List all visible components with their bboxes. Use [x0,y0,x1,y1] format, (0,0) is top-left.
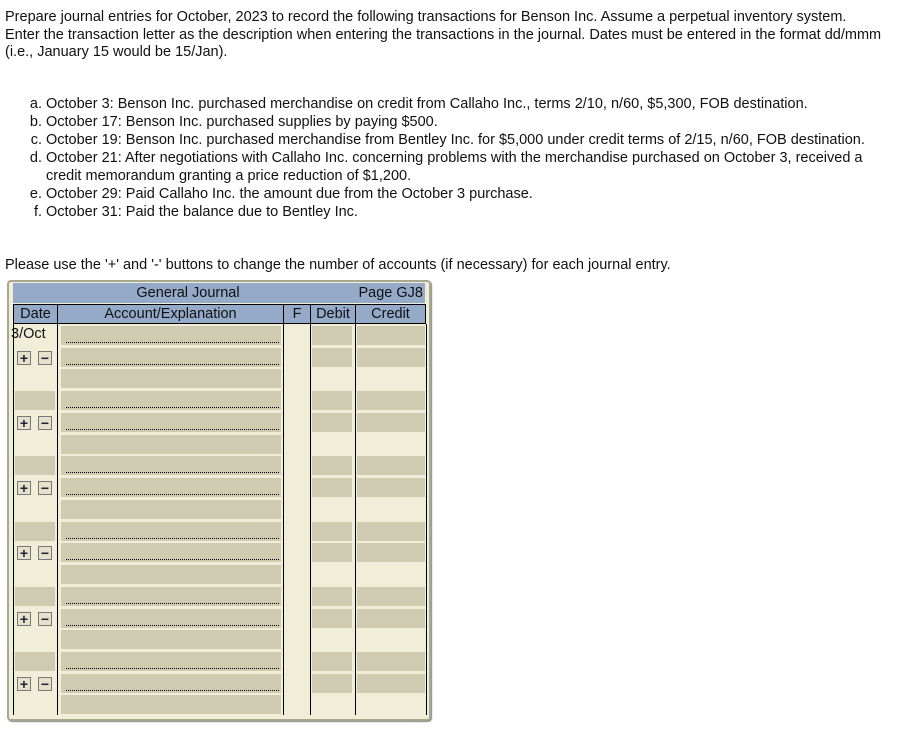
add-row-button[interactable]: + [17,677,31,691]
transaction-item [0,203,900,221]
account-input[interactable] [61,609,281,628]
transaction-item [0,113,900,131]
transaction-letter: e. [29,186,42,202]
account-input[interactable] [61,413,281,432]
remove-row-button[interactable]: − [38,416,52,430]
credit-input[interactable] [357,456,425,475]
transaction-item [0,149,900,185]
debit-input[interactable] [312,391,352,410]
debit-input[interactable] [312,652,352,671]
debit-input[interactable] [312,587,352,606]
column-divider [355,324,356,715]
col-account: Account/Explanation [57,304,284,324]
debit-input[interactable] [312,522,352,541]
add-row-button[interactable]: + [17,416,31,430]
credit-input[interactable] [357,478,425,497]
general-journal [7,280,431,721]
journal-page: Page GJ8 [358,285,423,301]
column-divider [310,324,311,715]
date-input[interactable] [15,587,55,606]
credit-input[interactable] [357,609,425,628]
transaction-text: October 31: Paid the balance due to Bentley Inc. [46,204,358,220]
credit-input[interactable] [357,348,425,367]
remove-row-button[interactable]: − [38,612,52,626]
add-row-button[interactable]: + [17,546,31,560]
transaction-text: October 21: After negotiations with Callaho Inc. concerning problems with the merchandise purchased on October 3, received a credit memorandum granting a price reduction of $1,200. [46,150,863,184]
col-f: F [283,304,311,324]
col-credit: Credit [355,304,426,324]
explanation-input[interactable] [61,435,281,454]
account-input[interactable] [61,391,281,410]
account-input[interactable] [61,674,281,693]
transaction-letter: a. [29,96,42,112]
transaction-text: October 29: Paid Callaho Inc. the amount due from the October 3 purchase. [46,186,533,202]
transaction-text: October 3: Benson Inc. purchased merchandise on credit from Callaho Inc., terms 2/10, n/60, $5,300, FOB destination. [46,96,808,112]
date-input[interactable] [15,522,55,541]
transaction-item [0,185,900,203]
credit-input[interactable] [357,413,425,432]
explanation-input[interactable] [61,630,281,649]
credit-input[interactable] [357,391,425,410]
transaction-letter: d. [29,150,42,166]
account-input[interactable] [61,456,281,475]
credit-input[interactable] [357,522,425,541]
journal-title-bar [13,283,425,303]
debit-input[interactable] [312,413,352,432]
instructions [5,9,910,62]
credit-input[interactable] [357,326,425,345]
journal-title: General Journal [136,285,240,301]
account-input[interactable] [61,522,281,541]
transaction-list [0,95,900,221]
debit-input[interactable] [312,456,352,475]
transaction-item [0,95,900,113]
credit-input[interactable] [357,543,425,562]
account-input[interactable] [61,543,281,562]
transaction-letter: b. [29,114,42,130]
transaction-letter: f. [33,204,42,220]
entry-date[interactable]: 3/Oct [11,326,46,342]
credit-input[interactable] [357,652,425,671]
transaction-item [0,131,900,149]
transaction-text: October 17: Benson Inc. purchased supplies by paying $500. [46,114,438,130]
remove-row-button[interactable]: − [38,677,52,691]
date-input[interactable] [15,652,55,671]
account-input[interactable] [61,348,281,367]
debit-input[interactable] [312,674,352,693]
debit-input[interactable] [312,478,352,497]
remove-row-button[interactable]: − [38,546,52,560]
transaction-letter: c. [30,132,42,148]
add-row-button[interactable]: + [17,351,31,365]
explanation-input[interactable] [61,695,281,714]
column-divider [426,324,427,715]
usage-note: Please use the '+' and '-' buttons to change the number of accounts (if necessary) for each journal entry. [5,257,671,273]
debit-input[interactable] [312,543,352,562]
column-divider [13,324,14,715]
explanation-input[interactable] [61,369,281,388]
debit-input[interactable] [312,348,352,367]
account-input[interactable] [61,587,281,606]
explanation-input[interactable] [61,500,281,519]
col-date: Date [13,304,58,324]
remove-row-button[interactable]: − [38,481,52,495]
explanation-input[interactable] [61,565,281,584]
date-input[interactable] [15,391,55,410]
remove-row-button[interactable]: − [38,351,52,365]
date-input[interactable] [15,456,55,475]
credit-input[interactable] [357,674,425,693]
instruction-text: Enter the transaction letter as the description when entering the transactions in the journal. Dates must be entered in the format dd/mmm (i.e., January 15 would be 15/Jan). [5,26,882,60]
instruction-text: Prepare journal entries for October, 2023 to record the following transactions for Benson Inc. Assume a perpetual inventory system. [5,9,847,25]
transaction-text: October 19: Benson Inc. purchased merchandise from Bentley Inc. for $5,000 under credit terms of 2/15, n/60, FOB destination. [46,132,865,148]
col-debit: Debit [310,304,356,324]
account-input[interactable] [61,326,281,345]
debit-input[interactable] [312,609,352,628]
add-row-button[interactable]: + [17,481,31,495]
column-divider [57,324,58,715]
add-row-button[interactable]: + [17,612,31,626]
debit-input[interactable] [312,326,352,345]
column-divider [283,324,284,715]
account-input[interactable] [61,652,281,671]
account-input[interactable] [61,478,281,497]
credit-input[interactable] [357,587,425,606]
